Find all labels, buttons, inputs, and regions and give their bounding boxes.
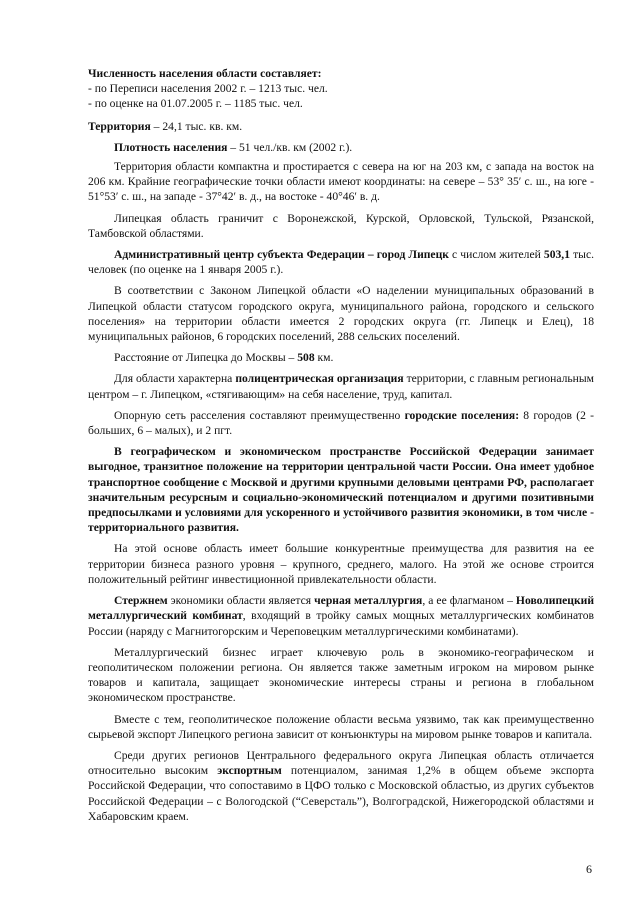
territory-line: Территория – 24,1 тыс. кв. км. <box>88 119 243 133</box>
paragraph-geo-position: В географическом и экономическом пространстве Российской Федерации занимает выгодное, транзитное положение на территории центральной части России. Она имеет удобное транспортное сообщение с Москвой и другими крупными деловыми центрами РФ, располагает значительным ресурсным и социально-экономический потенциалом и другими позитивными предпосылками и условиями для ускоренного и устойчивого развития экономики, в том числе - территориального развития. <box>88 445 594 535</box>
paragraph-core-metallurgy: Стержнем экономики области является черная металлургия, а ее флагманом – Новолипецкий металлургический комбинат, входящий в тройку самых мощных металлургических комбинатов России (наряду с Магнитогорским и Череповецким металлургическими комбинатами). <box>88 594 595 638</box>
paragraph-polycentric: Для области характерна полицентрическая организация территории, с главным региональным центром – г. Липецком, «стягивающим» на себя население, труд, капитал. <box>88 372 594 401</box>
population-census: - по Переписи населения 2002 г. – 1213 тыс. чел. <box>88 82 328 96</box>
page-content <box>88 66 594 824</box>
population-estimate: - по оценке на 01.07.2005 г. – 1185 тыс. чел. <box>88 97 303 111</box>
paragraph-borders: Липецкая область граничит с Воронежской, Курской, Орловской, Тульской, Рязанской, Тамбовской областями. <box>88 211 594 240</box>
paragraph-vulnerable: Вместе с тем, геополитическое положение области весьма уязвимо, так как преимущественно сырьевой экспорт Липецкого региона зависит от конъюнктуры на мировом рынке товаров и капитала. <box>88 712 594 741</box>
paragraph-admin-center: Административный центр субъекта Федерации – город Липецк с числом жителей 503,1 тыс. человек (по оценке на 1 января 2005 г.). <box>88 248 594 277</box>
paragraph-metal-business: Металлургический бизнес играет ключевую роль в экономико-географическом и геополитическом положении региона. Он является также заметным игроком на мировом рынке товаров и капитала, защищает экономические интересы страны и региона в глобальном экономическом пространстве. <box>88 645 594 705</box>
paragraph-compact: Территория области компактна и простирается с севера на юг на 203 км, с запада на восток на 206 км. Крайние географические точки области имеют координаты: на севере – 53° 35′ с. ш., на юге - 51°53′ с. ш., на западе - 37°42′ в. д., на востоке - 40°46′ в. д. <box>88 160 594 204</box>
paragraph-settlement: Опорную сеть расселения составляют преимущественно городские поселения: 8 городов (2 - больших, 6 – малых), и 2 пгт. <box>88 408 595 438</box>
density-line: Плотность населения – 51 чел./кв. км (2002 г.). <box>114 140 353 154</box>
paragraph-export: Среди других регионов Центрального федерального округа Липецкая область отличается относительно высоким экспортным потенциалом, занимая 1,2% в общем объеме экспорта Российской Федерации, что сопоставимо в ЦФО только с Московской областью, из других субъектов Российской Федерации – с Вологодской (“Северсталь”), Волгоградской, Нижегородской областями и Хабаровским краем. <box>88 748 594 823</box>
page-number: 6 <box>586 862 592 876</box>
distance-line: Расстояние от Липецка до Москвы – 508 км. <box>114 351 334 365</box>
population-heading: Численность населения области составляет: <box>88 67 322 80</box>
paragraph-advantages: На этой основе область имеет большие конкурентные преимущества для развития на ее территории бизнеса разного уровня – крупного, среднего, малого. На этой же основе строится положительный рейтинг инвестиционной привлекательности области. <box>88 542 594 586</box>
paragraph-law: В соответствии с Законом Липецкой области «О наделении муниципальных образований в Липецкой области статусом городского округа, муниципального района, городского и сельского поселения» на территории области имеется 2 городских округа (гг. Липецк и Елец), 18 муниципальных районов, 6 городских поселений, 288 сельских поселений. <box>88 284 594 344</box>
